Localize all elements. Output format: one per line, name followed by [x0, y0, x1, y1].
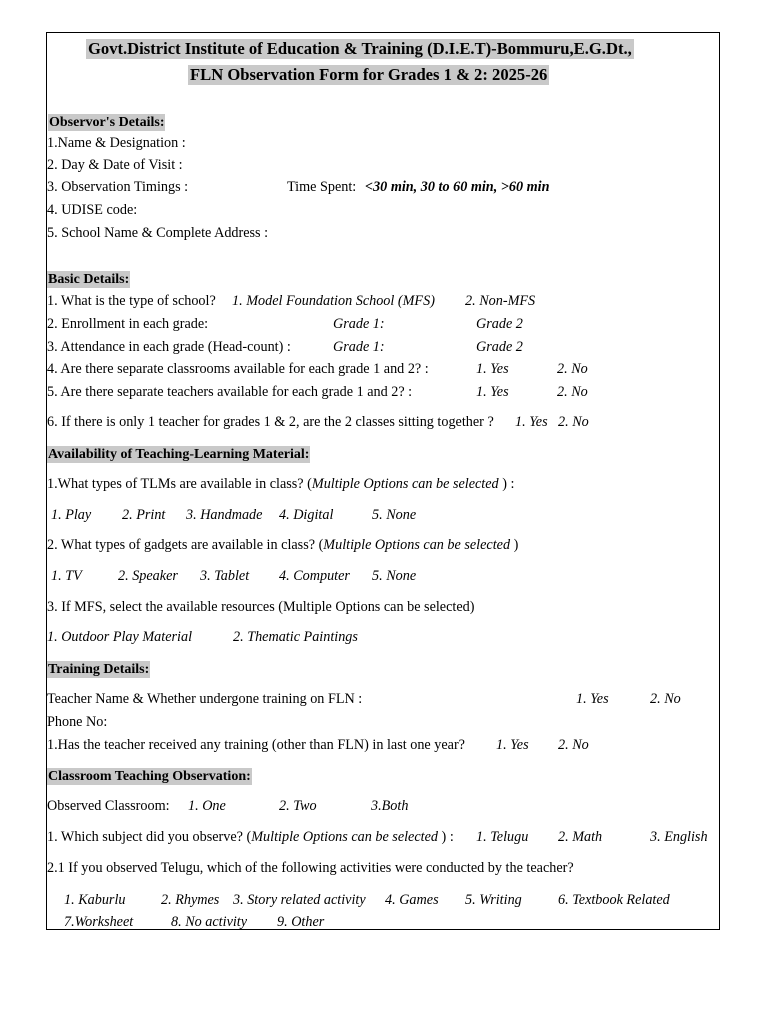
tlm-option-handmade: 3. Handmade — [186, 507, 263, 523]
name-designation-field: 1.Name & Designation : — [47, 135, 186, 151]
activity-option-writing: 5. Writing — [465, 892, 522, 908]
observation-timings-field: 3. Observation Timings : — [47, 179, 189, 195]
classes-together-yes: 1. Yes — [515, 414, 548, 430]
tlm-heading: Availability of Teaching-Learning Material: — [48, 447, 310, 462]
classroom-observation-heading: Classroom Teaching Observation: — [48, 769, 251, 784]
classes-together-no: 2. No — [558, 414, 589, 430]
time-spent-label: Time Spent: — [287, 179, 357, 195]
separate-classrooms-no: 2. No — [557, 361, 588, 377]
attendance-grade1: Grade 1: — [333, 339, 385, 355]
form-title-line1: Govt.District Institute of Education & Training (D.I.E.T)-Bommuru,E.G.Dt., — [88, 39, 632, 58]
training-details-heading: Training Details: — [48, 662, 150, 677]
observer-details-heading: Observor's Details: — [49, 115, 165, 130]
enrollment-grade2: Grade 2 — [476, 316, 523, 332]
other-training-yes: 1. Yes — [496, 737, 529, 753]
classes-together-question: 6. If there is only 1 teacher for grades 1 & 2, are the 2 classes sitting together ? — [47, 414, 494, 430]
attendance-question: 3. Attendance in each grade (Head-count) : — [47, 339, 291, 355]
subject-option-english: 3. English — [650, 829, 708, 845]
fln-training-no: 2. No — [650, 691, 681, 707]
separate-classrooms-question: 4. Are there separate classrooms available for each grade 1 and 2? : — [47, 361, 429, 377]
fln-training-yes: 1. Yes — [576, 691, 609, 707]
gadget-option-speaker: 2. Speaker — [118, 568, 178, 584]
basic-details-heading: Basic Details: — [48, 272, 130, 287]
other-training-question: 1.Has the teacher received any training (other than FLN) in last one year? — [47, 737, 465, 753]
gadgets-question: 2. What types of gadgets are available in class? (Multiple Options can be selected ) — [47, 537, 519, 553]
mfs-resources-question: 3. If MFS, select the available resources (Multiple Options can be selected) — [47, 599, 475, 615]
separate-classrooms-yes: 1. Yes — [476, 361, 509, 377]
observed-classroom-both: 3.Both — [371, 798, 409, 814]
activity-option-worksheet: 7.Worksheet — [64, 914, 134, 930]
school-type-option-non-mfs: 2. Non-MFS — [465, 293, 536, 309]
separate-teachers-question: 5. Are there separate teachers available for each grade 1 and 2? : — [47, 384, 413, 400]
activity-option-textbook: 6. Textbook Related — [558, 892, 670, 908]
udise-code-field: 4. UDISE code: — [47, 202, 138, 218]
school-type-option-mfs: 1. Model Foundation School (MFS) — [232, 293, 435, 309]
telugu-activities-question: 2.1 If you observed Telugu, which of the following activities were conducted by the teacher? — [47, 860, 574, 876]
subject-option-math: 2. Math — [558, 829, 603, 845]
subject-option-telugu: 1. Telugu — [476, 829, 529, 845]
enrollment-question: 2. Enrollment in each grade: — [47, 316, 209, 332]
tlm-option-digital: 4. Digital — [279, 507, 334, 523]
observed-classroom-one: 1. One — [188, 798, 226, 814]
gadget-option-computer: 4. Computer — [279, 568, 350, 584]
separate-teachers-no: 2. No — [557, 384, 588, 400]
visit-date-field: 2. Day & Date of Visit : — [47, 157, 183, 173]
phone-number-field: Phone No: — [47, 714, 108, 730]
activity-option-kaburlu: 1. Kaburlu — [64, 892, 126, 908]
mfs-resource-outdoor-play: 1. Outdoor Play Material — [47, 629, 193, 645]
tlm-option-play: 1. Play — [51, 507, 92, 523]
activity-option-games: 4. Games — [385, 892, 439, 908]
school-address-field: 5. School Name & Complete Address : — [47, 225, 269, 241]
attendance-grade2: Grade 2 — [476, 339, 523, 355]
gadget-option-none: 5. None — [372, 568, 417, 584]
tlm-option-none: 5. None — [372, 507, 417, 523]
teacher-name-fln-training: Teacher Name & Whether undergone training on FLN : — [47, 691, 363, 707]
school-type-question: 1. What is the type of school? — [47, 293, 216, 309]
time-spent-options: <30 min, 30 to 60 min, >60 min — [365, 179, 550, 195]
activity-option-rhymes: 2. Rhymes — [161, 892, 220, 908]
activity-option-story: 3. Story related activity — [233, 892, 366, 908]
separate-teachers-yes: 1. Yes — [476, 384, 509, 400]
subject-observed-question: 1. Which subject did you observe? (Multiple Options can be selected ) : — [47, 829, 454, 845]
tlm-types-question: 1.What types of TLMs are available in class? (Multiple Options can be selected ) : — [47, 476, 515, 492]
mfs-resource-thematic-paintings: 2. Thematic Paintings — [233, 629, 358, 645]
observed-classroom-two: 2. Two — [279, 798, 317, 814]
gadget-option-tablet: 3. Tablet — [200, 568, 250, 584]
enrollment-grade1: Grade 1: — [333, 316, 385, 332]
tlm-option-print: 2. Print — [122, 507, 166, 523]
gadget-option-tv: 1. TV — [51, 568, 82, 584]
other-training-no: 2. No — [558, 737, 589, 753]
form-title-line2: FLN Observation Form for Grades 1 & 2: 2025-26 — [190, 65, 548, 84]
activity-option-no-activity: 8. No activity — [171, 914, 248, 930]
observed-classroom-label: Observed Classroom: — [47, 798, 170, 814]
activity-option-other: 9. Other — [277, 914, 325, 930]
